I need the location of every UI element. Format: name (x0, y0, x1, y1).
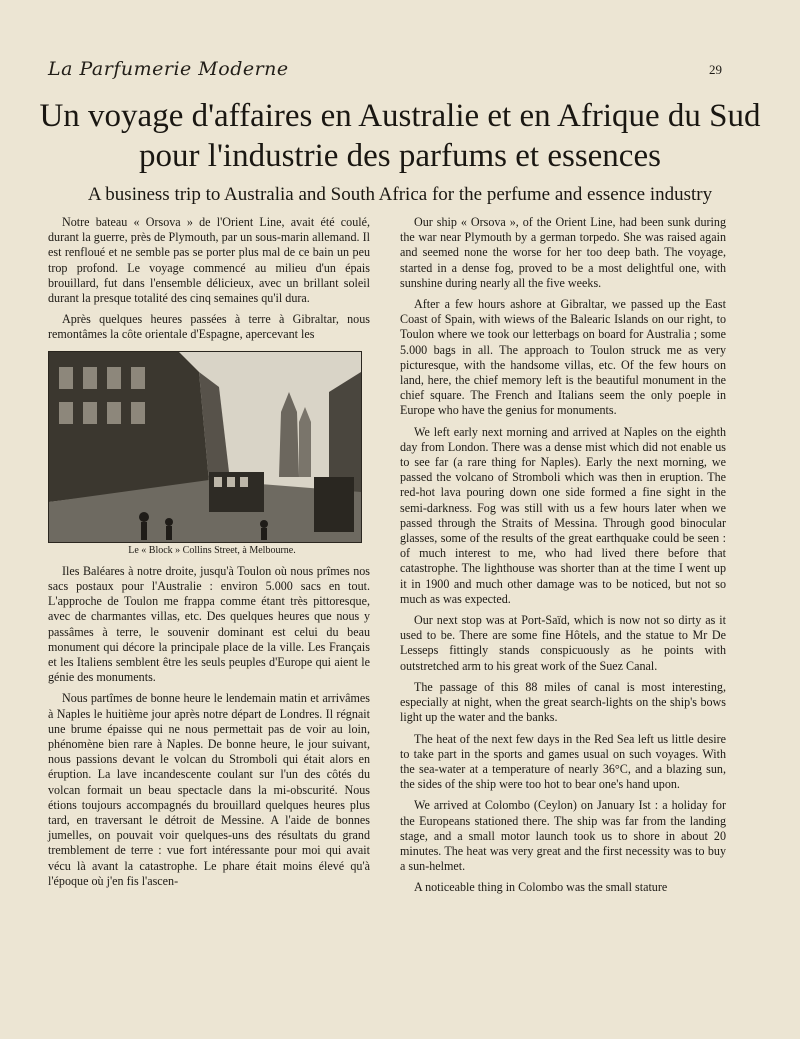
english-paragraph: We left early next morning and arrived at Naples on the eighth day from London. There was a dense mist which did not enable us to see far (a rare thing for Naples). Early the next morning, we passed the volcano of Stromboli which was then in eruption. The red-hot lava pouring down one side formed a fine sight in the semi-darkness. Fog was still with us a few hours later when we passed through the Straits of Messina. Through good binocular glasses, some of the results of the great earthquake could be seen : of much interest to me, who had lived there before that catastrophe. The lighthouse was shorter than at the time I went up it in 1900 and much other damage was to be noticed, but not so much as was expected. (400, 424, 726, 606)
english-paragraph: The heat of the next few days in the Red Sea left us little desire to take part in the sports and games usual on such voyages. With the sea-water at a temperature of nearly 36°C, and a blazing sun, the sides of the ship were too hot to bear one's hand upon. (400, 731, 726, 792)
french-paragraph: Notre bateau « Orsova » de l'Orient Line, avait été coulé, durant la guerre, près de Plymouth, par un sous-marin allemand. Il est renfloué et ne semble pas se porter plus mal de ce bain un peu trop profond. Le voyage commencé au milieu d'un épais brouillard, fut dans l'ensemble délicieux, avec un brillant soleil durant la presque totalité des cinq semaines qu'il dura. (48, 215, 370, 306)
article-title (20, 96, 780, 176)
french-column (48, 215, 370, 895)
english-paragraph: Our next stop was at Port-Saïd, which is now not so dirty as it used to be. There are some fine Hôtels, and the statue to Mr De Lesseps fittingly stands conspicuously as he points with outstretched arm to his great work of the Suez Canal. (400, 613, 726, 673)
french-paragraph: Nous partîmes de bonne heure le lendemain matin et arrivâmes à Naples le huitième jour après notre départ de Londres. Il régnait une brume épaisse qui ne nous permettait pas de voir au loin, phénomène bien rare à Naples. De bonne heure, le jour suivant, nous passions devant le volcan du Stromboli qui était alors en éruption. La lave incandescente coulant sur l'un des côtés du volcan formait un beau spectacle dans la mi-obscurité. Nous étions toujours accompagnés du brouillard quelques heures plus tard, en traversant le détroit de Messine. A l'aide de bonnes jumelles, on pouvait voir quelques-uns des résultats du grand tremblement de terre : vue fort intéressante pour moi qui avait vécu là avant la catastrophe. Le phare était moins élevé qu'à l'époque où j'en fis l'ascen- (48, 691, 370, 888)
french-paragraph: Iles Baléares à notre droite, jusqu'à Toulon où nous prîmes nos sacs postaux pour l'Australie : environ 5.000 sacs en tout. L'approche de Toulon me frappa comme étant très pittoresque, avec de charmantes villas, etc. Des quelques heures que nous y passâmes à terre, le souvenir dominant est celui du beau monument qui décore la principale place de la ville. Les Français et les Italiens semblent être les seuls peuples d'Europe qui aient le génie des monuments. (48, 563, 370, 685)
photo-figure (48, 351, 362, 558)
english-column (400, 215, 726, 902)
english-paragraph: A noticeable thing in Colombo was the small stature (414, 880, 668, 895)
english-paragraph: Our ship « Orsova », of the Orient Line, had been sunk during the war near Plymouth by a german torpedo. She was raised again and seemed none the worse for her too deep bath. The voyage, started in a dense fog, proved to be a most delightful one, with sunshine during nearly all the five weeks. (400, 215, 726, 290)
french-paragraph: Après quelques heures passées à terre à Gibraltar, nous remontâmes la côte orientale d'Espagne, apercevant les (48, 312, 370, 342)
page-number: 29 (709, 62, 722, 77)
article-subtitle: A business trip to Australia and South Africa for the perfume and essence industry (87, 184, 713, 205)
article-title-line-1: Un voyage d'affaires en Australie et en Afrique du Sud (39, 98, 761, 134)
street-photo (48, 351, 362, 543)
english-paragraph: After a few hours ashore at Gibraltar, we passed up the East Coast of Spain, with wiews of the Balearic Islands on our right, to Toulon where we took our letterbags on board for Australia ; some 5.000 bags in all. The approach to Toulon struck me as very picturesque, with the handsome villas, etc. Of the few hours on land, here, the chief memory left is the beautiful monument in the chief square. The French and Italians seem the only poeple in Europe who have the genius for monuments. (400, 297, 726, 418)
masthead: La Parfumerie Moderne (48, 58, 289, 80)
article-title-line-2: pour l'industrie des parfums et essences (139, 138, 661, 174)
street-photo-illustration (49, 352, 361, 542)
english-paragraph: The passage of this 88 miles of canal is most interesting, especially at night, when the great search-lights on the ship's bows light up the water and the banks. (400, 679, 726, 725)
photo-caption: Le « Block » Collins Street, à Melbourne. (128, 544, 296, 556)
english-paragraph: We arrived at Colombo (Ceylon) on January Ist : a holiday for the Europeans stationed there. The ship was far from the landing stage, and a small motor launch took us to shore in about 20 minutes. The heat was very great and the first necessity was to buy a sun-helmet. (400, 798, 726, 874)
